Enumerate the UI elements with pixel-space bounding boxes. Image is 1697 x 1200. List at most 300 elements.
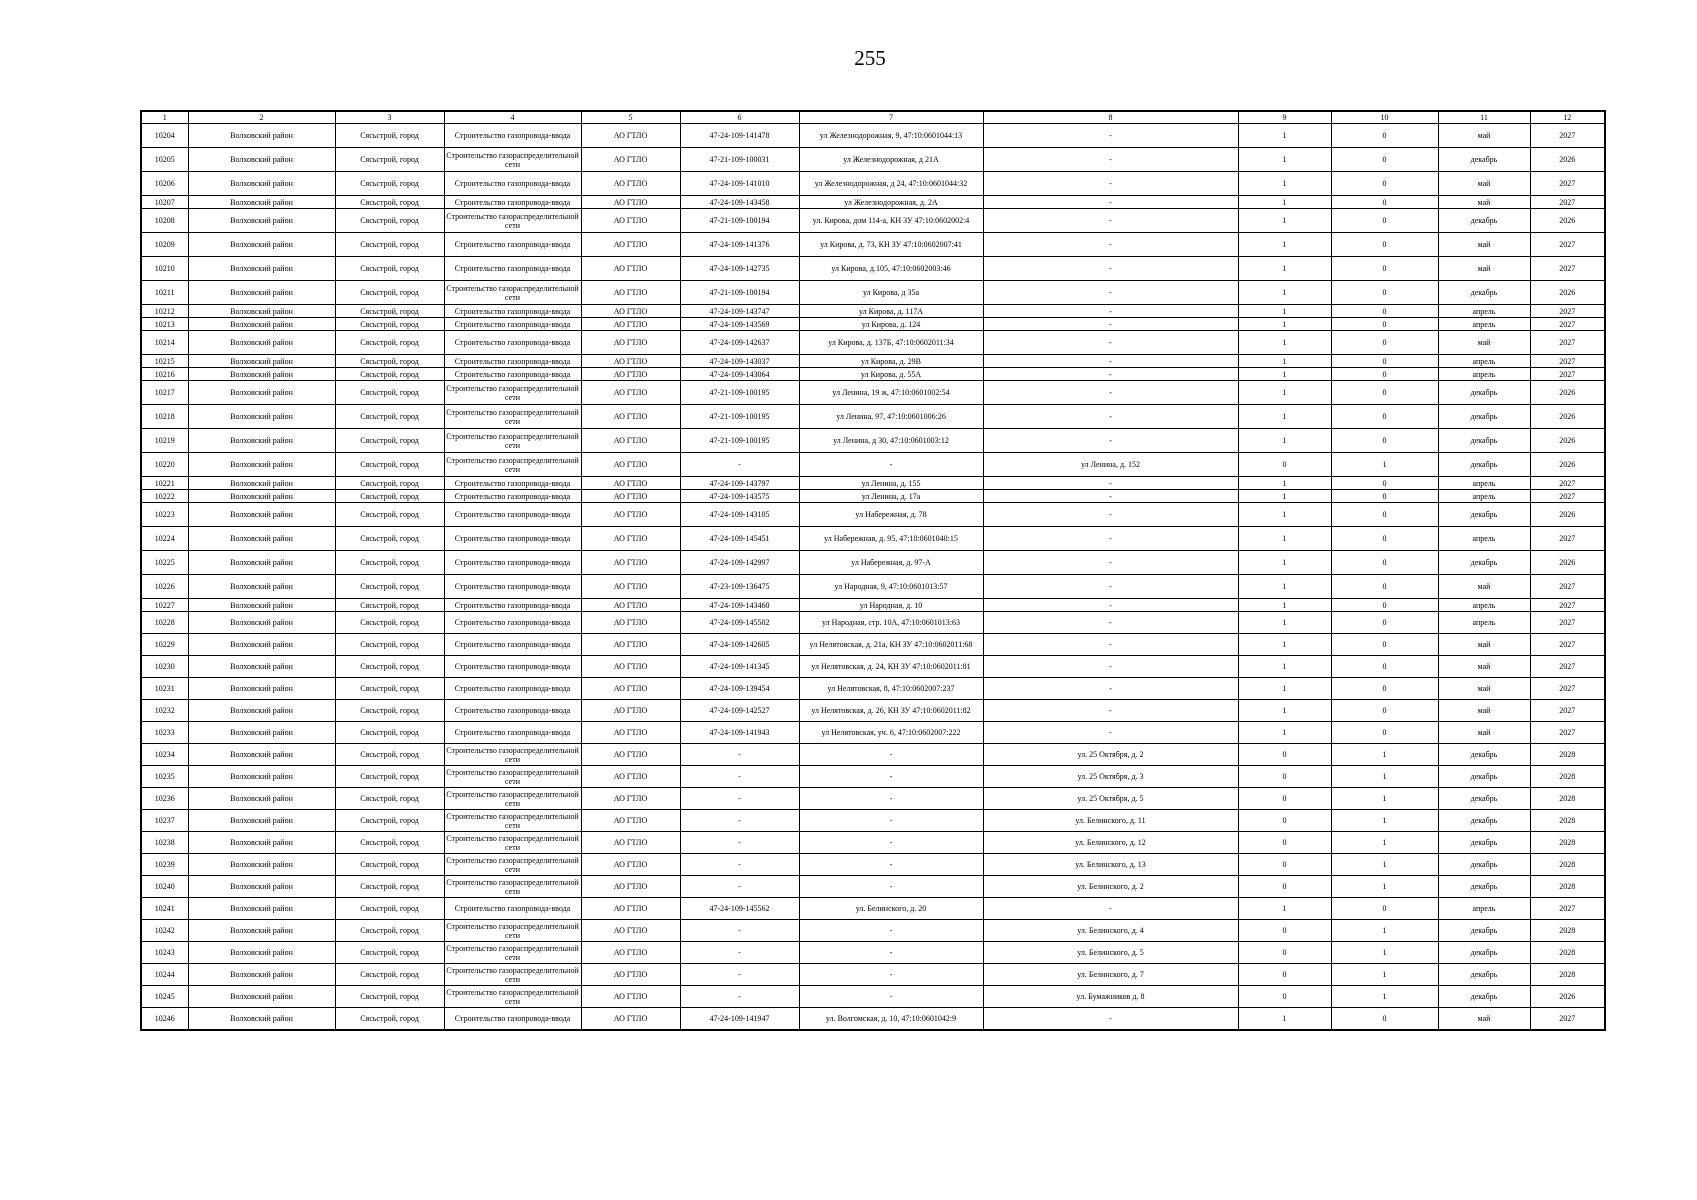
table-cell: 10230 bbox=[141, 656, 188, 678]
table-row bbox=[141, 453, 1605, 477]
column-number-cell: 5 bbox=[581, 111, 680, 124]
table-cell: 2028 bbox=[1530, 766, 1605, 788]
table-cell: 1 bbox=[1238, 612, 1331, 634]
table-cell: май bbox=[1438, 678, 1530, 700]
table-cell: Волховский район bbox=[188, 305, 335, 318]
table-cell: Строительство газопровода-ввода bbox=[444, 722, 581, 744]
table-row bbox=[141, 920, 1605, 942]
table-cell: - bbox=[983, 490, 1238, 503]
table-cell: 2028 bbox=[1530, 788, 1605, 810]
table-cell: АО ГТЛО bbox=[581, 405, 680, 429]
table-cell: 0 bbox=[1331, 429, 1438, 453]
table-cell: 47-24-109-145451 bbox=[680, 527, 799, 551]
table-cell: 0 bbox=[1238, 964, 1331, 986]
table-cell: Сясьстрой, город bbox=[335, 722, 444, 744]
table-cell: 47-24-109-142735 bbox=[680, 257, 799, 281]
table-cell: 1 bbox=[1238, 355, 1331, 368]
table-cell: 0 bbox=[1331, 405, 1438, 429]
table-cell: Строительство газораспределительной сети bbox=[444, 148, 581, 172]
table-cell: Сясьстрой, город bbox=[335, 368, 444, 381]
table-cell: 0 bbox=[1331, 599, 1438, 612]
table-cell: 10227 bbox=[141, 599, 188, 612]
table-cell: 10209 bbox=[141, 233, 188, 257]
table-cell: ул Нелятовская, д. 24, КН ЗУ 47:10:0602011:81 bbox=[799, 656, 983, 678]
table-cell: - bbox=[680, 453, 799, 477]
table-cell: Строительство газораспределительной сети bbox=[444, 942, 581, 964]
table-cell: АО ГТЛО bbox=[581, 331, 680, 355]
table-body bbox=[141, 111, 1605, 1030]
table-cell: 0 bbox=[1331, 656, 1438, 678]
table-cell: Сясьстрой, город bbox=[335, 810, 444, 832]
table-cell: 10204 bbox=[141, 124, 188, 148]
table-cell: АО ГТЛО bbox=[581, 281, 680, 305]
table-cell: 0 bbox=[1331, 281, 1438, 305]
column-number-cell: 1 bbox=[141, 111, 188, 124]
table-cell: 2027 bbox=[1530, 678, 1605, 700]
table-cell: Сясьстрой, город bbox=[335, 612, 444, 634]
table-row bbox=[141, 656, 1605, 678]
table-cell: 2028 bbox=[1530, 810, 1605, 832]
table-cell: 2027 bbox=[1530, 612, 1605, 634]
table-cell: декабрь bbox=[1438, 405, 1530, 429]
table-row bbox=[141, 876, 1605, 898]
table-cell: Волховский район bbox=[188, 612, 335, 634]
table-cell: Сясьстрой, город bbox=[335, 453, 444, 477]
table-cell: АО ГТЛО bbox=[581, 876, 680, 898]
table-cell: апрель bbox=[1438, 898, 1530, 920]
table-cell: май bbox=[1438, 196, 1530, 209]
table-cell: ул. 25 Октября, д. 5 bbox=[983, 788, 1238, 810]
table-cell: 1 bbox=[1238, 196, 1331, 209]
table-cell: - bbox=[680, 744, 799, 766]
table-cell: Волховский район bbox=[188, 172, 335, 196]
table-cell: ул. Белинского, д. 7 bbox=[983, 964, 1238, 986]
table-row bbox=[141, 281, 1605, 305]
table-cell: Строительство газопровода-ввода bbox=[444, 527, 581, 551]
table-cell: 10214 bbox=[141, 331, 188, 355]
table-cell: 1 bbox=[1238, 634, 1331, 656]
table-cell: Волховский район bbox=[188, 656, 335, 678]
table-cell: ул Нелятовская, уч. 6, 47:10:0602007:222 bbox=[799, 722, 983, 744]
table-cell: май bbox=[1438, 331, 1530, 355]
table-cell: 0 bbox=[1331, 209, 1438, 233]
table-cell: 10234 bbox=[141, 744, 188, 766]
table-cell: Сясьстрой, город bbox=[335, 656, 444, 678]
table-cell: 0 bbox=[1238, 766, 1331, 788]
table-cell: Сясьстрой, город bbox=[335, 381, 444, 405]
table-cell: ул. Белинского, д. 20 bbox=[799, 898, 983, 920]
table-cell: 47-24-109-141345 bbox=[680, 656, 799, 678]
table-cell: АО ГТЛО bbox=[581, 527, 680, 551]
table-cell: Волховский район bbox=[188, 634, 335, 656]
table-cell: АО ГТЛО bbox=[581, 678, 680, 700]
table-cell: АО ГТЛО bbox=[581, 490, 680, 503]
table-cell: - bbox=[799, 744, 983, 766]
table-cell: декабрь bbox=[1438, 503, 1530, 527]
table-cell: АО ГТЛО bbox=[581, 832, 680, 854]
table-cell: ул. Белинского, д. 13 bbox=[983, 854, 1238, 876]
table-cell: - bbox=[983, 281, 1238, 305]
table-row bbox=[141, 898, 1605, 920]
table-cell: - bbox=[680, 810, 799, 832]
table-cell: - bbox=[983, 1008, 1238, 1031]
table-cell: 0 bbox=[1238, 832, 1331, 854]
column-number-row bbox=[141, 111, 1605, 124]
table-cell: Сясьстрой, город bbox=[335, 898, 444, 920]
table-cell: 2027 bbox=[1530, 233, 1605, 257]
table-cell: 10232 bbox=[141, 700, 188, 722]
table-cell: 10240 bbox=[141, 876, 188, 898]
table-cell: 2026 bbox=[1530, 209, 1605, 233]
table-cell: 0 bbox=[1331, 477, 1438, 490]
table-row bbox=[141, 331, 1605, 355]
table-cell: Волховский район bbox=[188, 744, 335, 766]
column-number-cell: 7 bbox=[799, 111, 983, 124]
table-cell: 1 bbox=[1331, 788, 1438, 810]
table-cell: АО ГТЛО bbox=[581, 124, 680, 148]
table-cell: ул Ленина, д. 17а bbox=[799, 490, 983, 503]
table-cell: Волховский район bbox=[188, 453, 335, 477]
table-cell: 47-24-109-143105 bbox=[680, 503, 799, 527]
table-cell: 47-24-109-142637 bbox=[680, 331, 799, 355]
table-row bbox=[141, 551, 1605, 575]
table-cell: Сясьстрой, город bbox=[335, 281, 444, 305]
table-cell: 1 bbox=[1238, 368, 1331, 381]
table-cell: Волховский район bbox=[188, 986, 335, 1008]
table-cell: - bbox=[680, 986, 799, 1008]
table-cell: 2026 bbox=[1530, 281, 1605, 305]
table-cell: ул Нелятовская, 8, 47:10:0602007:237 bbox=[799, 678, 983, 700]
table-cell: АО ГТЛО bbox=[581, 964, 680, 986]
table-cell: 47-24-109-141376 bbox=[680, 233, 799, 257]
table-cell: ул Кирова, д 35а bbox=[799, 281, 983, 305]
table-cell: 10245 bbox=[141, 986, 188, 1008]
table-cell: Сясьстрой, город bbox=[335, 355, 444, 368]
table-cell: ул Ленина, д. 152 bbox=[983, 453, 1238, 477]
table-cell: Строительство газопровода-ввода bbox=[444, 634, 581, 656]
table-cell: 10211 bbox=[141, 281, 188, 305]
table-cell: 2027 bbox=[1530, 700, 1605, 722]
table-cell: 2027 bbox=[1530, 368, 1605, 381]
table-cell: декабрь bbox=[1438, 964, 1530, 986]
table-cell: Сясьстрой, город bbox=[335, 575, 444, 599]
table-cell: 0 bbox=[1331, 527, 1438, 551]
table-cell: 2028 bbox=[1530, 942, 1605, 964]
table-cell: 2027 bbox=[1530, 257, 1605, 281]
table-cell: Сясьстрой, город bbox=[335, 172, 444, 196]
table-cell: - bbox=[983, 381, 1238, 405]
table-cell: АО ГТЛО bbox=[581, 453, 680, 477]
table-cell: Сясьстрой, город bbox=[335, 832, 444, 854]
table-row bbox=[141, 305, 1605, 318]
table-cell: АО ГТЛО bbox=[581, 196, 680, 209]
table-cell: Строительство газопровода-ввода bbox=[444, 656, 581, 678]
table-cell: апрель bbox=[1438, 527, 1530, 551]
table-cell: 10223 bbox=[141, 503, 188, 527]
table-cell: 0 bbox=[1331, 634, 1438, 656]
table-cell: 2028 bbox=[1530, 832, 1605, 854]
table-cell: 47-23-109-136475 bbox=[680, 575, 799, 599]
table-cell: 10219 bbox=[141, 429, 188, 453]
table-cell: 2026 bbox=[1530, 551, 1605, 575]
table-cell: май bbox=[1438, 575, 1530, 599]
table-row bbox=[141, 477, 1605, 490]
table-cell: 10239 bbox=[141, 854, 188, 876]
table-cell: Волховский район bbox=[188, 920, 335, 942]
table-cell: Строительство газопровода-ввода bbox=[444, 172, 581, 196]
table-row bbox=[141, 318, 1605, 331]
table-cell: АО ГТЛО bbox=[581, 1008, 680, 1031]
table-cell: ул Ленина, 97, 47:10:0601006:26 bbox=[799, 405, 983, 429]
table-cell: декабрь bbox=[1438, 281, 1530, 305]
table-cell: 1 bbox=[1238, 331, 1331, 355]
table-cell: 0 bbox=[1331, 575, 1438, 599]
table-cell: 1 bbox=[1238, 281, 1331, 305]
table-row bbox=[141, 148, 1605, 172]
table-cell: АО ГТЛО bbox=[581, 551, 680, 575]
table-cell: Строительство газопровода-ввода bbox=[444, 551, 581, 575]
table-cell: АО ГТЛО bbox=[581, 148, 680, 172]
table-cell: 2027 bbox=[1530, 656, 1605, 678]
table-cell: - bbox=[983, 722, 1238, 744]
table-cell: 10205 bbox=[141, 148, 188, 172]
table-cell: Строительство газопровода-ввода bbox=[444, 331, 581, 355]
table-cell: Строительство газопровода-ввода bbox=[444, 1008, 581, 1031]
table-row bbox=[141, 832, 1605, 854]
table-cell: Строительство газораспределительной сети bbox=[444, 810, 581, 832]
table-cell: Сясьстрой, город bbox=[335, 331, 444, 355]
table-cell: ул. Белинского, д. 4 bbox=[983, 920, 1238, 942]
table-cell: 1 bbox=[1331, 986, 1438, 1008]
table-cell: АО ГТЛО bbox=[581, 429, 680, 453]
table-cell: 0 bbox=[1331, 381, 1438, 405]
table-cell: 2027 bbox=[1530, 527, 1605, 551]
table-cell: 10222 bbox=[141, 490, 188, 503]
table-cell: 0 bbox=[1331, 196, 1438, 209]
table-row bbox=[141, 355, 1605, 368]
table-cell: 1 bbox=[1238, 124, 1331, 148]
table-cell: 1 bbox=[1238, 599, 1331, 612]
table-cell: Строительство газопровода-ввода bbox=[444, 196, 581, 209]
table-cell: Сясьстрой, город bbox=[335, 527, 444, 551]
table-cell: Сясьстрой, город bbox=[335, 233, 444, 257]
table-cell: 1 bbox=[1238, 305, 1331, 318]
table-cell: АО ГТЛО bbox=[581, 898, 680, 920]
table-cell: Строительство газопровода-ввода bbox=[444, 575, 581, 599]
table-cell: 47-21-109-100195 bbox=[680, 429, 799, 453]
table-row bbox=[141, 766, 1605, 788]
table-cell: 2027 bbox=[1530, 575, 1605, 599]
table-cell: Сясьстрой, город bbox=[335, 700, 444, 722]
table-cell: - bbox=[983, 331, 1238, 355]
table-cell: - bbox=[983, 124, 1238, 148]
table-cell: 0 bbox=[1238, 744, 1331, 766]
table-cell: 2026 bbox=[1530, 453, 1605, 477]
table-cell: - bbox=[799, 986, 983, 1008]
table-cell: - bbox=[983, 257, 1238, 281]
table-cell: - bbox=[983, 477, 1238, 490]
table-cell: Сясьстрой, город bbox=[335, 429, 444, 453]
table-cell: 1 bbox=[1238, 898, 1331, 920]
table-cell: 10236 bbox=[141, 788, 188, 810]
table-cell: 1 bbox=[1238, 527, 1331, 551]
table-cell: Сясьстрой, город bbox=[335, 942, 444, 964]
table-cell: 1 bbox=[1238, 429, 1331, 453]
table-cell: 2027 bbox=[1530, 196, 1605, 209]
table-cell: Сясьстрой, город bbox=[335, 257, 444, 281]
table-cell: Волховский район bbox=[188, 575, 335, 599]
column-number-cell: 11 bbox=[1438, 111, 1530, 124]
table-cell: АО ГТЛО bbox=[581, 368, 680, 381]
column-number-cell: 3 bbox=[335, 111, 444, 124]
table-cell: апрель bbox=[1438, 599, 1530, 612]
column-number-cell: 12 bbox=[1530, 111, 1605, 124]
table-cell: Волховский район bbox=[188, 678, 335, 700]
table-cell: - bbox=[983, 678, 1238, 700]
table-cell: 0 bbox=[1331, 124, 1438, 148]
table-cell: Волховский район bbox=[188, 257, 335, 281]
table-cell: Сясьстрой, город bbox=[335, 599, 444, 612]
table-cell: Волховский район bbox=[188, 832, 335, 854]
column-number-cell: 6 bbox=[680, 111, 799, 124]
table-cell: Волховский район bbox=[188, 700, 335, 722]
table-cell: Сясьстрой, город bbox=[335, 1008, 444, 1031]
table-cell: 47-24-109-141478 bbox=[680, 124, 799, 148]
table-cell: Строительство газораспределительной сети bbox=[444, 429, 581, 453]
table-cell: 10228 bbox=[141, 612, 188, 634]
table-cell: 10221 bbox=[141, 477, 188, 490]
table-cell: 2028 bbox=[1530, 920, 1605, 942]
table-cell: АО ГТЛО bbox=[581, 257, 680, 281]
table-cell: 47-21-109-100195 bbox=[680, 405, 799, 429]
table-cell: АО ГТЛО bbox=[581, 355, 680, 368]
table-cell: декабрь bbox=[1438, 766, 1530, 788]
table-cell: Волховский район bbox=[188, 876, 335, 898]
table-cell: ул Железнодорожная, д 24, 47:10:0601044:32 bbox=[799, 172, 983, 196]
table-cell: декабрь bbox=[1438, 810, 1530, 832]
table-cell: 47-24-109-139454 bbox=[680, 678, 799, 700]
table-row bbox=[141, 503, 1605, 527]
table-cell: 0 bbox=[1331, 722, 1438, 744]
table-cell: - bbox=[983, 196, 1238, 209]
table-cell: ул Кирова, д. 55А bbox=[799, 368, 983, 381]
table-cell: 0 bbox=[1331, 355, 1438, 368]
table-cell: Сясьстрой, город bbox=[335, 305, 444, 318]
table-row bbox=[141, 368, 1605, 381]
table-cell: 2027 bbox=[1530, 490, 1605, 503]
table-cell: Волховский район bbox=[188, 209, 335, 233]
table-cell: апрель bbox=[1438, 612, 1530, 634]
table-cell: декабрь bbox=[1438, 942, 1530, 964]
table-cell: 10207 bbox=[141, 196, 188, 209]
table-cell: май bbox=[1438, 656, 1530, 678]
table-cell: АО ГТЛО bbox=[581, 700, 680, 722]
table-cell: Сясьстрой, город bbox=[335, 209, 444, 233]
table-cell: Строительство газопровода-ввода bbox=[444, 612, 581, 634]
table-cell: Волховский район bbox=[188, 405, 335, 429]
table-cell: 47-24-109-143458 bbox=[680, 196, 799, 209]
table-cell: Строительство газопровода-ввода bbox=[444, 355, 581, 368]
table-cell: Волховский район bbox=[188, 281, 335, 305]
table-cell: Сясьстрой, город bbox=[335, 477, 444, 490]
table-cell: - bbox=[983, 318, 1238, 331]
table-cell: АО ГТЛО bbox=[581, 744, 680, 766]
table-cell: Волховский район bbox=[188, 429, 335, 453]
table-cell: - bbox=[680, 876, 799, 898]
table-cell: 1 bbox=[1238, 209, 1331, 233]
table-cell: АО ГТЛО bbox=[581, 986, 680, 1008]
table-cell: Строительство газораспределительной сети bbox=[444, 788, 581, 810]
table-cell: Волховский район bbox=[188, 788, 335, 810]
table-cell: 0 bbox=[1238, 876, 1331, 898]
table-cell: 10226 bbox=[141, 575, 188, 599]
table-row bbox=[141, 209, 1605, 233]
table-cell: 47-24-109-143064 bbox=[680, 368, 799, 381]
table-cell: 2027 bbox=[1530, 305, 1605, 318]
table-cell: 1 bbox=[1331, 964, 1438, 986]
table-cell: 0 bbox=[1238, 986, 1331, 1008]
table-cell: 1 bbox=[1238, 148, 1331, 172]
table-cell: 2027 bbox=[1530, 124, 1605, 148]
table-cell: - bbox=[680, 964, 799, 986]
table-cell: - bbox=[983, 599, 1238, 612]
table-cell: 2027 bbox=[1530, 355, 1605, 368]
table-cell: декабрь bbox=[1438, 854, 1530, 876]
table-cell: - bbox=[799, 942, 983, 964]
table-cell: 10244 bbox=[141, 964, 188, 986]
table-cell: 10208 bbox=[141, 209, 188, 233]
table-cell: Строительство газораспределительной сети bbox=[444, 876, 581, 898]
table-cell: АО ГТЛО bbox=[581, 634, 680, 656]
table-cell: 0 bbox=[1331, 172, 1438, 196]
table-cell: Сясьстрой, город bbox=[335, 964, 444, 986]
table-cell: - bbox=[799, 920, 983, 942]
table-cell: 47-24-109-141010 bbox=[680, 172, 799, 196]
table-row bbox=[141, 612, 1605, 634]
table-cell: 0 bbox=[1331, 257, 1438, 281]
table-cell: Сясьстрой, город bbox=[335, 744, 444, 766]
table-cell: 10242 bbox=[141, 920, 188, 942]
table-cell: Волховский район bbox=[188, 124, 335, 148]
table-row bbox=[141, 810, 1605, 832]
table-cell: Волховский район bbox=[188, 527, 335, 551]
table-row bbox=[141, 172, 1605, 196]
table-cell: декабрь bbox=[1438, 986, 1530, 1008]
table-cell: 2027 bbox=[1530, 172, 1605, 196]
table-cell: 1 bbox=[1238, 172, 1331, 196]
table-cell: АО ГТЛО bbox=[581, 233, 680, 257]
table-cell: 0 bbox=[1238, 920, 1331, 942]
table-cell: - bbox=[680, 766, 799, 788]
table-cell: май bbox=[1438, 722, 1530, 744]
table-cell: 2027 bbox=[1530, 1008, 1605, 1031]
table-cell: АО ГТЛО bbox=[581, 503, 680, 527]
table-cell: 10220 bbox=[141, 453, 188, 477]
table-cell: ул Народная, д. 10 bbox=[799, 599, 983, 612]
table-cell: ул Нелятовская, д. 21а, КН ЗУ 47:10:0602011:68 bbox=[799, 634, 983, 656]
column-number-cell: 4 bbox=[444, 111, 581, 124]
table-cell: - bbox=[983, 898, 1238, 920]
table-cell: декабрь bbox=[1438, 876, 1530, 898]
table-cell: - bbox=[799, 788, 983, 810]
table-row bbox=[141, 599, 1605, 612]
table-cell: 10206 bbox=[141, 172, 188, 196]
table-cell: Строительство газораспределительной сети bbox=[444, 381, 581, 405]
table-cell: 10235 bbox=[141, 766, 188, 788]
table-cell: - bbox=[799, 453, 983, 477]
table-cell: ул Ленина, д 30, 47:10:0601003:12 bbox=[799, 429, 983, 453]
table-cell: Волховский район bbox=[188, 148, 335, 172]
